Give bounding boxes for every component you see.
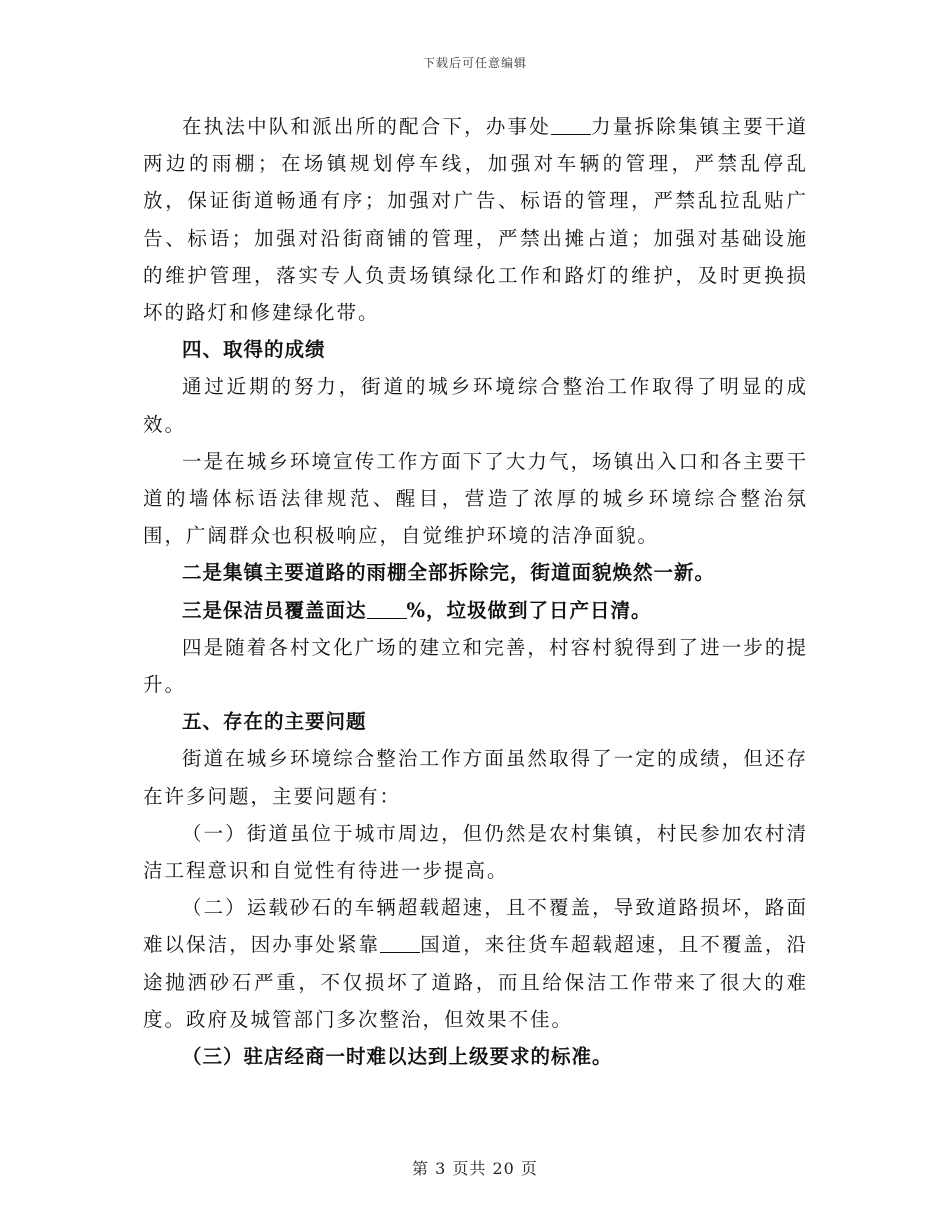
paragraph-text: 三是保洁员覆盖面达 — [182, 598, 367, 622]
paragraph-problem-one: （一）街道虽位于城市周边，但仍然是农村集镇，村民参加农村清洁工程意识和自觉性有待进一步提高。 — [143, 821, 808, 883]
paragraph-problem-three: （三）驻店经商一时难以达到上级要求的标准。 — [182, 1045, 613, 1069]
page-header: 下载后可任意编辑 — [422, 56, 527, 70]
paragraph-text: 国道，来往货车超载超速，且不覆盖，沿途抛洒砂石严重，不仅损坏了道路，而且给保洁工作带来了很大的难度。政府及城管部门多次整治，但效果不佳。 — [143, 933, 808, 1031]
paragraph-text: 在执法中队和派出所的配合下，办事处 — [182, 115, 551, 138]
paragraph-achievement-two: 二是集镇主要道路的雨棚全部拆除完，街道面貌焕然一新。 — [182, 561, 716, 585]
blank-field — [380, 933, 420, 954]
paragraph-problems-intro: 街道在城乡环境综合整治工作方面虽然取得了一定的成绩，但还存在许多问题，主要问题有： — [143, 747, 808, 808]
paragraph-text: %，垃圾做到了日产日清。 — [406, 598, 652, 622]
paragraph-achievement-one: 一是在城乡环境宣传工作方面下了大力气，场镇出入口和各主要干道的墙体标语法律规范、醒目，营造了浓厚的城乡环境综合整治氛围，广阔群众也积极响应，自觉维护环境的洁净面貌。 — [143, 449, 808, 548]
paragraph-text: （二）运载砂石的车辆超载超速，且不覆盖，导致道路损坏，路面难以保洁，因办事处紧靠 — [143, 896, 808, 957]
paragraph-text: 力量拆除集镇主要干道两边的雨棚；在场镇规划停车线，加强对车辆的管理，严禁乱停乱放，保证街道畅通有序；加强对广告、标语的管理，严禁乱拉乱贴广告、标语；加强对沿街商铺的管理，严禁出摊占道；加强对基础设施的维护管理，落实专人负责场镇绿化工作和路灯的维护，及时更换损坏的路灯和修建绿化带。 — [143, 115, 808, 325]
section-heading-achievements: 四、取得的成绩 — [182, 338, 326, 362]
blank-field — [551, 115, 591, 136]
section-heading-problems: 五、存在的主要问题 — [182, 710, 367, 734]
blank-field — [367, 598, 407, 619]
paragraph-achievement-three — [143, 592, 808, 629]
paragraph-achievements-intro: 通过近期的努力，街道的城乡环境综合整治工作取得了明显的成效。 — [143, 375, 808, 436]
document-body — [143, 108, 808, 1075]
paragraph-problem-two — [143, 889, 808, 1038]
page-number: 第 3 页共 20 页 — [412, 1159, 538, 1178]
paragraph-enforcement — [143, 108, 808, 331]
paragraph-achievement-four: 四是随着各村文化广场的建立和完善，村容村貌得到了进一步的提升。 — [143, 635, 808, 697]
